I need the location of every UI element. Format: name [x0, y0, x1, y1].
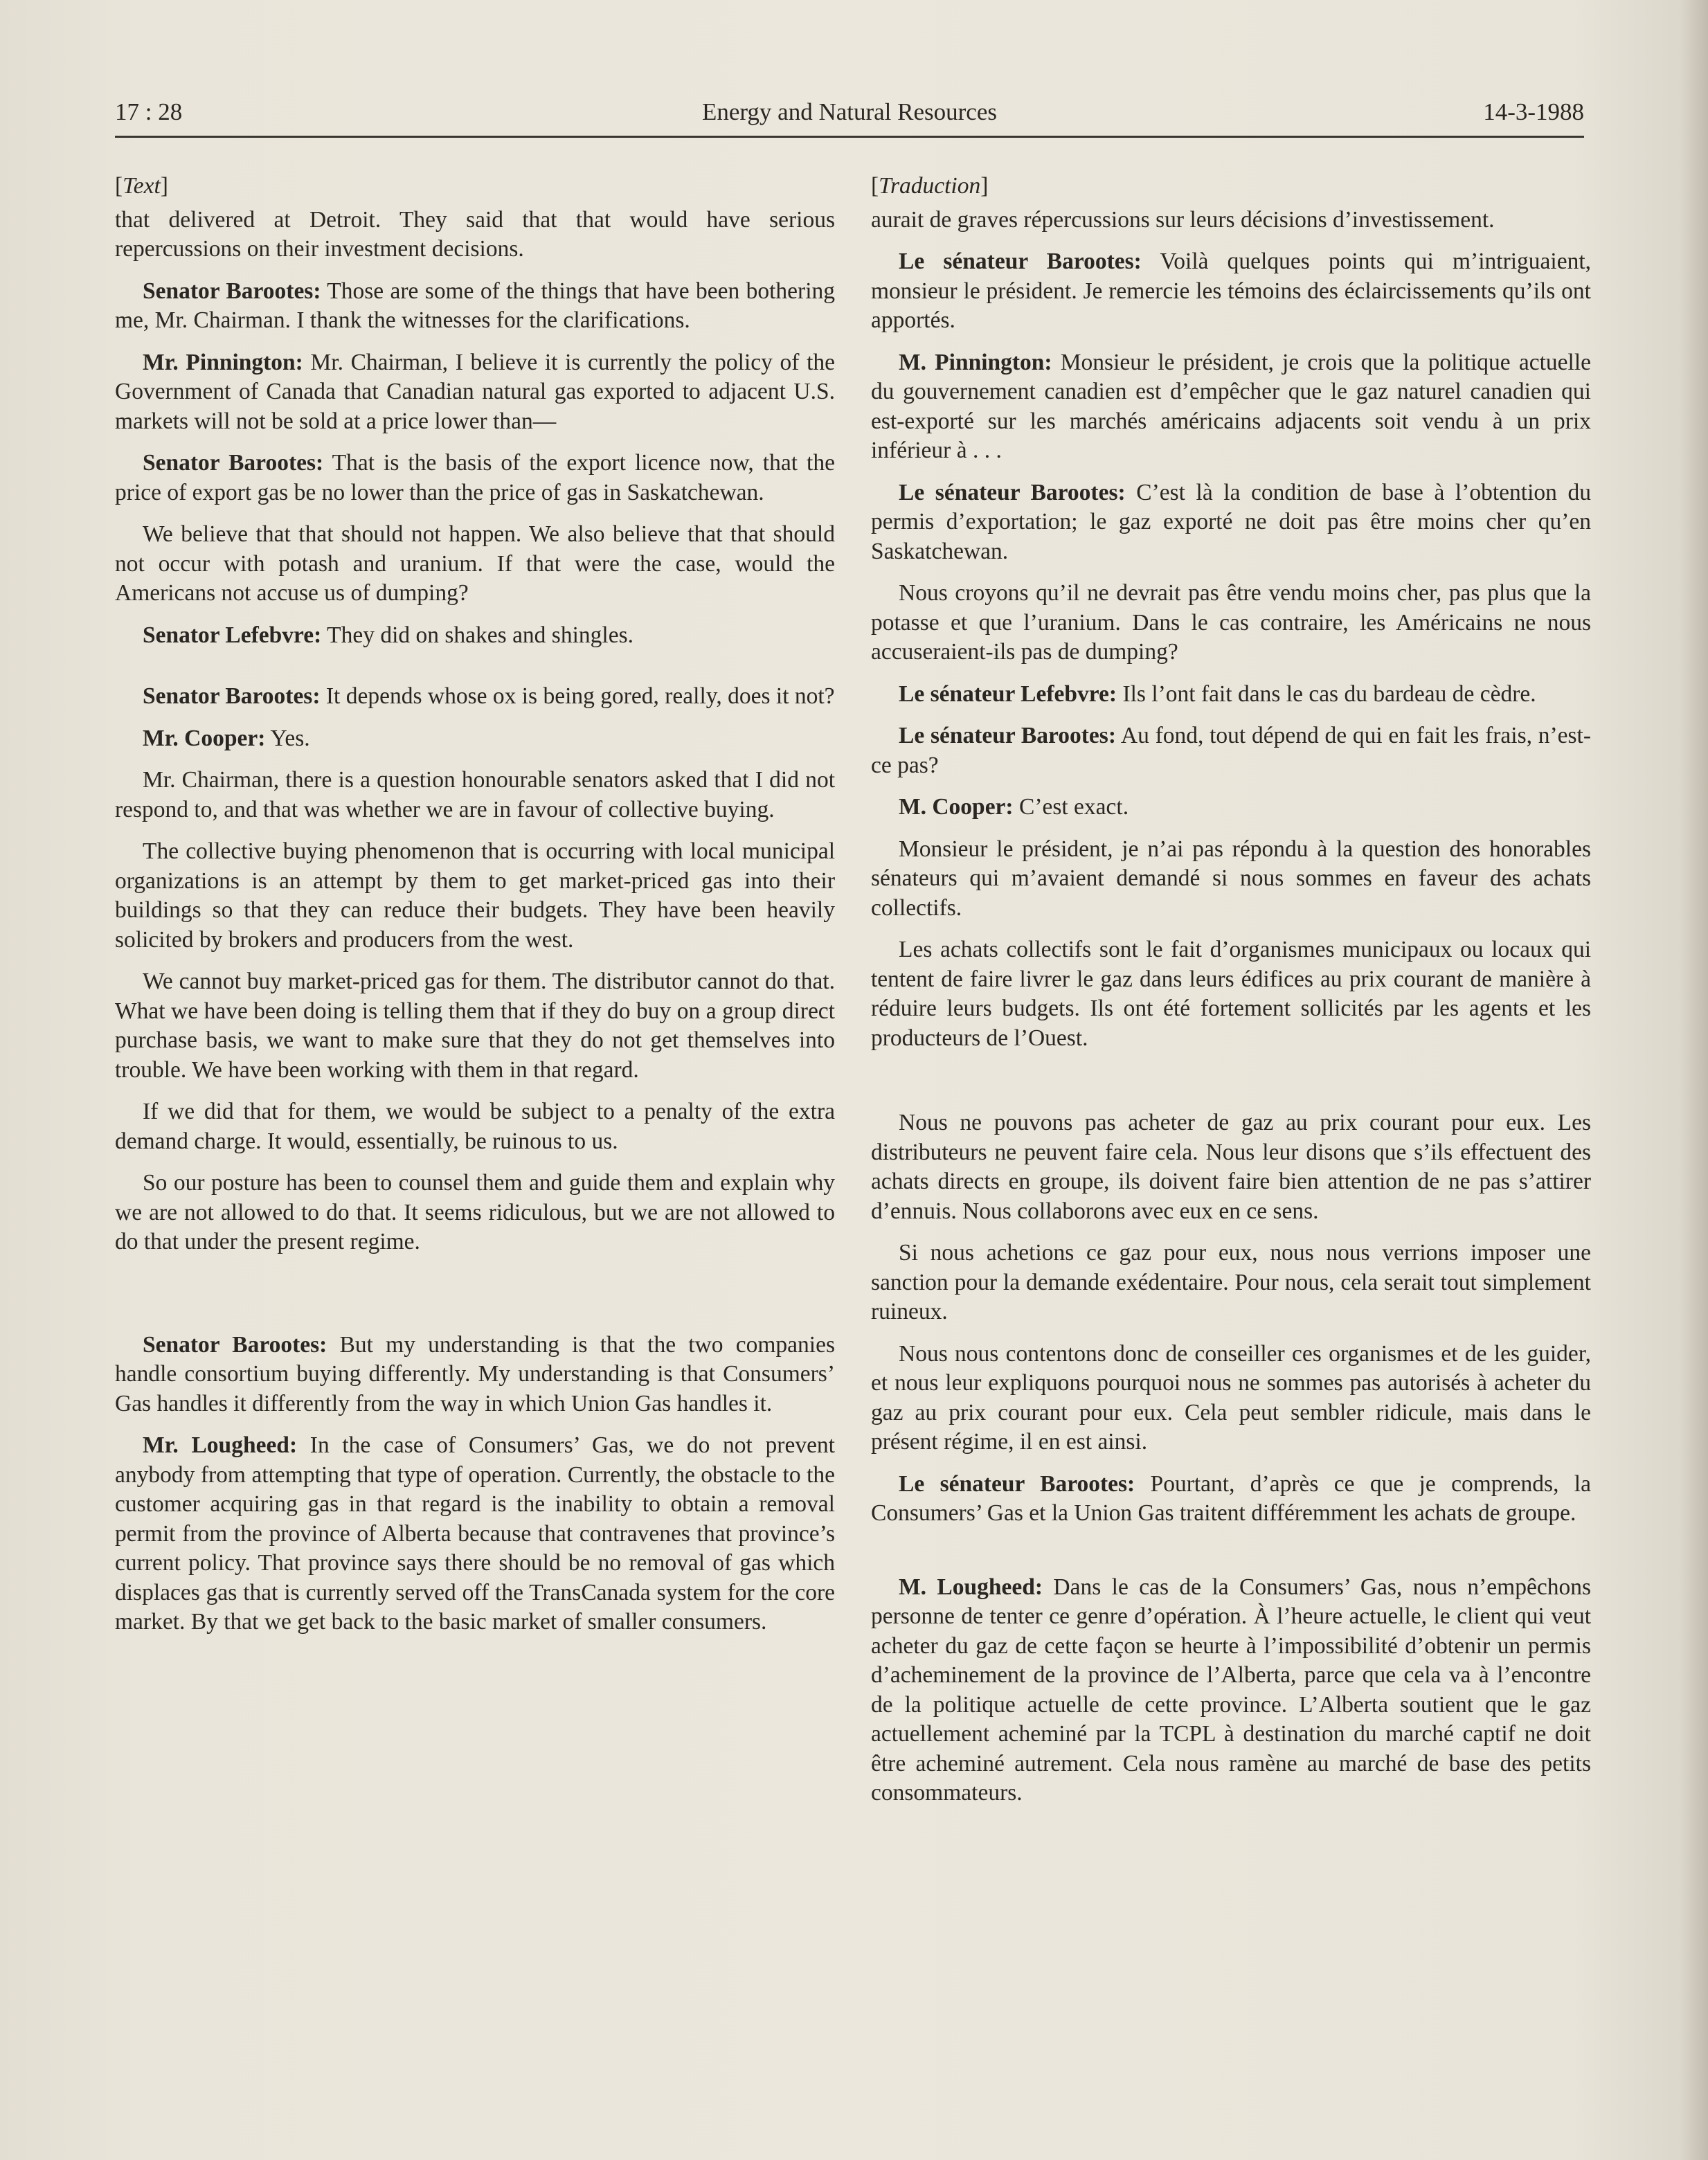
paragraph: Si nous achetions ce gaz pour eux, nous nous verrions imposer une sanction pour la demande exédentaire. Pour nous, cela serait tout simplement ruineux.: [871, 1240, 1591, 1324]
header-rule: [115, 136, 1584, 138]
speaker-name: M. Pinnington:: [899, 349, 1052, 375]
paragraph: Monsieur le président, je n’ai pas répondu à la question des honorables sénateurs qui m’avaient demandé si nous sommes en faveur des achats collectifs.: [871, 836, 1591, 921]
publication-title: Energy and Natural Resources: [701, 98, 997, 125]
speaker-name: Mr. Cooper:: [143, 725, 266, 751]
english-column: [115, 172, 835, 1650]
paragraph: Senator Barootes: It depends whose ox is being gored, really, does it not?: [143, 683, 835, 709]
speaker-name: Mr. Lougheed:: [143, 1432, 298, 1458]
paragraph: M. Cooper: C’est exact.: [899, 794, 1129, 820]
speaker-name: Senator Barootes:: [143, 450, 324, 476]
paragraph: Nous ne pouvons pas acheter de gaz au prix courant pour eux. Les distributeurs ne peuvent faire cela. Nous leur disons que s’ils effectuent des achats directs en groupe, ils doivent faire bien attention de ne pas s’attirer d’ennuis. Nous collaborons avec eux en ce sens.: [871, 1110, 1591, 1224]
speaker-name: M. Lougheed:: [899, 1574, 1043, 1600]
traduction-label: [Traduction]: [871, 173, 989, 199]
paragraph: Nous nous contentons donc de conseiller ces organismes et de les guider, et nous leur expliquons pourquoi nous ne sommes pas autorisés à acheter du gaz au prix courant pour eux. Cela peut sembler ridicule, mais dans le présent régime, il en est ainsi.: [871, 1340, 1591, 1455]
paragraph: The collective buying phenomenon that is occurring with local municipal organizations is an attempt by them to get market-priced gas into their buildings so that they can reduce their budgets. They have been heavily solicited by brokers and producers from the west.: [115, 838, 835, 953]
paragraph: Les achats collectifs sont le fait d’organismes municipaux ou locaux qui tentent de faire livrer le gaz dans leurs édifices au prix courant de manière à réduire leurs budgets. Ils ont été fortement sollicités par les agents et les producteurs de l’Ouest.: [871, 937, 1591, 1051]
speaker-name: Senator Barootes:: [143, 683, 321, 709]
paragraph: Senator Lefebvre: They did on shakes and shingles.: [143, 622, 633, 648]
speaker-name: Le sénateur Barootes:: [899, 249, 1142, 274]
paragraph: Senator Barootes: That is the basis of the export licence now, that the price of export gas be no lower than the price of gas in Saskatchewan.: [115, 450, 835, 505]
paragraph: Le sénateur Lefebvre: Ils l’ont fait dans le cas du bardeau de cèdre.: [899, 681, 1536, 707]
page-header: [115, 98, 1584, 137]
paragraph: Mr. Cooper: Yes.: [143, 725, 310, 751]
text-label: [Text]: [115, 173, 168, 199]
speaker-name: Senator Lefebvre:: [143, 622, 322, 648]
paragraph: If we did that for them, we would be subject to a penalty of the extra demand charge. It would, essentially, be ruinous to us.: [115, 1099, 835, 1154]
paragraph: Senator Barootes: But my understanding is that the two companies handle consortium buying differently. My understanding is that Consumers’ Gas handles it differently from the way in which Union Gas handles it.: [115, 1331, 835, 1416]
speaker-name: M. Cooper:: [899, 794, 1014, 820]
publication-date: 14-3-1988: [1483, 98, 1584, 125]
paragraph: Mr. Pinnington: Mr. Chairman, I believe it is currently the policy of the Government of Canada that Canadian natural gas exported to adjacent U.S. markets will not be sold at a price lower than—: [115, 349, 835, 434]
speaker-name: Le sénateur Barootes:: [899, 723, 1116, 748]
paragraph: Mr. Lougheed: In the case of Consumers’ Gas, we do not prevent anybody from attempting that type of operation. Currently, the obstacle to the customer acquiring gas in that regard is the inability to obtain a removal permit from the province of Alberta because that contravenes that province’s current policy. That province says there should be no removal of gas which displaces gas that is currently served off the TransCanada system for the core market. By that we get back to the basic market of smaller consumers.: [115, 1432, 835, 1635]
paragraph: Le sénateur Barootes: Voilà quelques points qui m’intriguaient, monsieur le président. Je remercie les témoins des éclaircissements qu’ils ont apportés.: [871, 249, 1592, 333]
paragraph: M. Lougheed: Dans le cas de la Consumers’ Gas, nous n’empêchons personne de tenter ce genre d’opération. À l’heure actuelle, le client qui veut acheter du gaz de cette façon se heurte à l’impossibilité d’obtenir un permis d’acheminement de la province de l’Alberta, parce que cela va à l’encontre de la politique actuelle de cette province. L’Alberta soutient que le gaz actuellement acheminé par la TCPL à destination du marché captif ne doit être acheminé autrement. Cela nous ramène au marché de base des petits consommateurs.: [871, 1574, 1591, 1806]
paragraph: Le sénateur Barootes: Au fond, tout dépend de qui en fait les frais, n’est-ce pas?: [871, 723, 1591, 778]
speaker-name: Le sénateur Barootes:: [899, 479, 1126, 505]
paragraph: Le sénateur Barootes: C’est là la condition de base à l’obtention du permis d’exportation; le gaz exporté ne doit pas être moins cher qu’en Saskatchewan.: [871, 479, 1591, 564]
paragraph: We believe that that should not happen. We also believe that that should not occur with potash and uranium. If that were the case, would the Americans not accuse us of dumping?: [115, 521, 835, 606]
speaker-name: Senator Barootes:: [143, 1331, 327, 1358]
paragraph: So our posture has been to counsel them and guide them and explain why we are not allowed to do that. It seems ridiculous, but we are not allowed to do that under the present regime.: [115, 1170, 835, 1254]
paragraph: M. Pinnington: Monsieur le président, je crois que la politique actuelle du gouvernement canadien est d’empêcher que le gaz naturel canadien qui est-exporté sur les marchés américains adjacents soit vendu à un prix inférieur à . . .: [871, 349, 1591, 463]
french-column: [871, 172, 1591, 1821]
page-edge-shadow: [1680, 0, 1708, 2160]
speaker-name: Le sénateur Barootes:: [899, 1470, 1135, 1497]
paragraph: Senator Barootes: Those are some of the things that have been bothering me, Mr. Chairman. I thank the witnesses for the clarifications.: [115, 278, 835, 333]
speaker-name: Le sénateur Lefebvre:: [899, 681, 1117, 707]
paragraph: We cannot buy market-priced gas for them. The distributor cannot do that. What we have been doing is telling them that if they do buy on a group direct purchase basis, we want to make sure that they do not get themselves into trouble. We have been working with them in that regard.: [115, 969, 835, 1083]
speaker-name: Mr. Pinnington:: [143, 349, 303, 375]
speaker-name: Senator Barootes:: [143, 278, 321, 304]
paragraph: Mr. Chairman, there is a question honourable senators asked that I did not respond to, and that was whether we are in favour of collective buying.: [115, 767, 835, 822]
paragraph: that delivered at Detroit. They said that that would have serious repercussions on their investment decisions.: [115, 206, 835, 262]
paragraph: aurait de graves répercussions sur leurs décisions d’investissement.: [871, 206, 1495, 233]
page-reference: 17 : 28: [115, 98, 183, 125]
paragraph: Le sénateur Barootes: Pourtant, d’après ce que je comprends, la Consumers’ Gas et la Union Gas traitent différemment les achats de groupe.: [871, 1470, 1591, 1526]
paragraph: Nous croyons qu’il ne devrait pas être vendu moins cher, pas plus que la potasse et que l’uranium. Dans le cas contraire, les Américains ne nous accuseraient-ils pas de dumping?: [871, 580, 1591, 665]
